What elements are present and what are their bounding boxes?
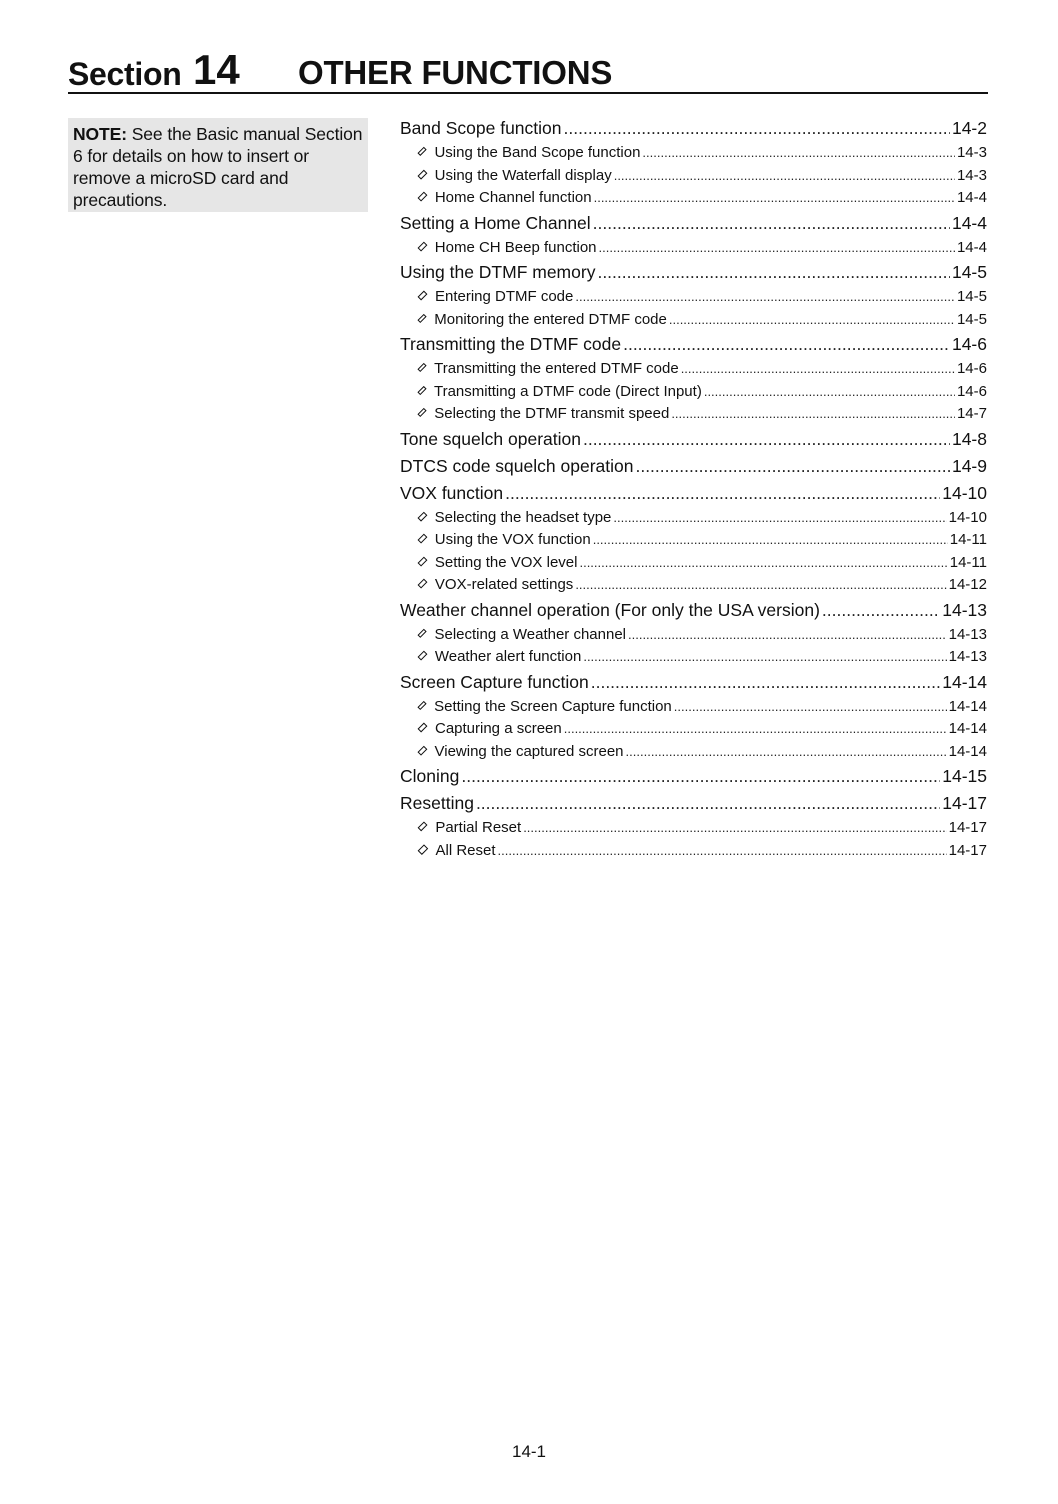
toc-entry-title: Band Scope function <box>400 118 562 138</box>
toc-subentry[interactable] <box>400 719 987 742</box>
toc-entry-title: VOX-related settings <box>434 576 574 593</box>
toc-subentry[interactable] <box>400 359 987 382</box>
toc-subentry[interactable] <box>400 404 987 427</box>
toc-entry-title: Weather channel operation (For only the USA version) <box>400 599 820 620</box>
toc-entry-title: Viewing the captured screen <box>434 742 624 760</box>
dot-leader <box>564 116 950 140</box>
toc-subentry[interactable] <box>400 166 987 189</box>
toc-subentry[interactable] <box>400 818 987 841</box>
toc-entry-title: Entering DTMF code <box>434 288 574 305</box>
toc-entry-page: 14-5 <box>956 310 987 328</box>
toc-entry-page: 14-17 <box>948 841 987 859</box>
note-text: See the Basic manual Section 6 for details on how to insert or remove a microSD card and precautions. <box>73 124 363 210</box>
dot-leader <box>505 481 940 505</box>
diamond-bullet-icon <box>418 844 428 854</box>
diamond-bullet-icon <box>418 723 428 733</box>
toc-entry[interactable] <box>400 427 987 454</box>
dot-leader <box>523 818 946 838</box>
note-box <box>68 118 368 212</box>
dot-leader <box>614 166 955 186</box>
toc-entry-page: 14-14 <box>942 671 987 692</box>
toc-subentry[interactable] <box>400 188 987 211</box>
toc-subentry[interactable] <box>400 310 987 333</box>
toc-entry-title: Using the Waterfall display <box>434 166 612 184</box>
dot-leader <box>575 575 946 595</box>
toc-entry-title: Screen Capture function <box>400 671 589 692</box>
toc-subentry[interactable] <box>400 841 987 864</box>
toc-entry-page: 14-8 <box>951 428 987 449</box>
dot-leader <box>613 508 946 528</box>
toc-entry-title: Selecting a Weather channel <box>434 625 626 643</box>
dot-leader <box>681 359 955 379</box>
toc-entry-page: 14-6 <box>956 382 987 400</box>
dot-leader <box>579 553 947 573</box>
diamond-bullet-icon <box>417 628 427 638</box>
section-number: 14 <box>193 46 240 93</box>
toc-subentry[interactable] <box>400 530 987 553</box>
toc-entry-title: Selecting the headset type <box>434 508 612 526</box>
toc-entry-page: 14-4 <box>956 238 987 256</box>
section-word: Section <box>68 56 182 92</box>
dot-leader <box>583 427 950 451</box>
toc-entry[interactable] <box>400 260 987 287</box>
toc-subentry[interactable] <box>400 647 987 670</box>
diamond-bullet-icon <box>418 291 428 301</box>
diamond-bullet-icon <box>418 579 428 589</box>
dot-leader <box>642 143 955 163</box>
toc-entry-title: Resetting <box>400 793 474 813</box>
toc-entry-title: Transmitting the entered DTMF code <box>434 360 679 377</box>
diamond-bullet-icon <box>417 745 427 755</box>
dot-leader <box>591 670 941 694</box>
toc-entry-page: 14-17 <box>942 793 987 813</box>
toc-entry-page: 14-13 <box>948 648 987 665</box>
dot-leader <box>597 260 950 284</box>
toc-entry-title: Setting the VOX level <box>434 553 578 571</box>
dot-leader <box>498 841 947 861</box>
toc-entry-page: 14-14 <box>948 697 987 715</box>
toc-entry-title: Weather alert function <box>434 648 582 665</box>
diamond-bullet-icon <box>418 169 428 179</box>
dot-leader <box>669 310 955 330</box>
section-header <box>68 44 988 94</box>
toc-subentry[interactable] <box>400 553 987 576</box>
toc-entry-title: Setting a Home Channel <box>400 212 591 233</box>
toc-entry-title: DTCS code squelch operation <box>400 455 634 476</box>
dot-leader <box>704 382 955 402</box>
toc-entry[interactable] <box>400 211 987 238</box>
toc-entry-title: Using the VOX function <box>434 531 591 548</box>
toc-entry-title: Cloning <box>400 766 460 786</box>
diamond-bullet-icon <box>417 313 426 322</box>
toc-entry[interactable] <box>400 670 987 697</box>
toc-entry-page: 14-15 <box>942 766 987 786</box>
toc-subentry[interactable] <box>400 508 987 531</box>
toc-subentry[interactable] <box>400 625 987 648</box>
toc-entry-page: 14-12 <box>948 576 987 593</box>
dot-leader <box>623 332 950 356</box>
toc-entry-page: 14-13 <box>948 625 987 643</box>
toc-entry-page: 14-10 <box>948 508 987 526</box>
section-title: OTHER FUNCTIONS <box>298 54 613 91</box>
toc-subentry[interactable] <box>400 238 987 261</box>
dot-leader <box>583 647 946 667</box>
toc-entry-title: Transmitting the DTMF code <box>400 334 622 354</box>
diamond-bullet-icon <box>417 385 426 394</box>
toc-entry-page: 14-4 <box>956 189 987 206</box>
toc-entry-title: Home Channel function <box>434 189 592 206</box>
toc-entry-page: 14-5 <box>951 262 987 282</box>
toc-entry-title: VOX function <box>400 482 504 503</box>
table-of-contents <box>400 116 987 863</box>
toc-subentry[interactable] <box>400 742 987 765</box>
toc-entry-page: 14-17 <box>948 819 987 836</box>
toc-subentry[interactable] <box>400 697 987 720</box>
toc-entry-page: 14-11 <box>949 531 987 548</box>
note-label: NOTE: <box>73 124 127 144</box>
toc-entry[interactable] <box>400 332 987 359</box>
dot-leader <box>671 404 955 424</box>
diamond-bullet-icon <box>418 192 428 202</box>
toc-entry-title: Using the Band Scope function <box>434 144 641 161</box>
toc-entry-title: Transmitting a DTMF code (Direct Input) <box>433 382 702 400</box>
toc-entry-page: 14-3 <box>956 166 987 184</box>
toc-entry-title: Setting the Screen Capture function <box>434 697 672 715</box>
toc-subentry[interactable] <box>400 143 987 166</box>
diamond-bullet-icon <box>418 556 428 566</box>
toc-entry[interactable] <box>400 116 987 143</box>
dot-leader <box>628 625 947 645</box>
toc-entry-title: Using the DTMF memory <box>400 262 596 282</box>
toc-entry-page: 14-14 <box>948 720 987 737</box>
dot-leader <box>635 454 950 478</box>
dot-leader <box>476 791 940 815</box>
toc-entry[interactable] <box>400 764 987 791</box>
toc-entry-page: 14-11 <box>949 553 987 571</box>
toc-entry-title: Tone squelch operation <box>400 428 581 449</box>
page-number: 14-1 <box>511 1442 547 1461</box>
diamond-bullet-icon <box>418 821 428 831</box>
toc-subentry[interactable] <box>400 382 987 405</box>
toc-entry[interactable] <box>400 791 987 818</box>
toc-subentry[interactable] <box>400 575 987 598</box>
toc-entry-title: Capturing a screen <box>434 720 562 737</box>
toc-entry[interactable] <box>400 454 987 481</box>
toc-entry-page: 14-7 <box>956 405 987 422</box>
dot-leader <box>626 742 947 762</box>
toc-entry-page: 14-5 <box>956 288 987 305</box>
dot-leader <box>594 188 955 208</box>
toc-entry-title: Partial Reset <box>435 819 522 836</box>
diamond-bullet-icon <box>418 651 428 661</box>
diamond-bullet-icon <box>417 700 426 709</box>
dot-leader <box>461 764 940 788</box>
diamond-bullet-icon <box>418 534 428 544</box>
dot-leader <box>674 697 947 717</box>
toc-entry-title: Home CH Beep function <box>434 238 597 256</box>
toc-entry-title: Selecting the DTMF transmit speed <box>434 405 670 422</box>
toc-subentry[interactable] <box>400 287 987 310</box>
diamond-bullet-icon <box>418 241 428 251</box>
toc-entry[interactable] <box>400 481 987 508</box>
diamond-bullet-icon <box>417 363 426 372</box>
toc-entry-page: 14-4 <box>951 212 987 233</box>
dot-leader <box>822 598 940 622</box>
diamond-bullet-icon <box>417 511 427 521</box>
toc-entry-page: 14-10 <box>942 482 987 503</box>
dot-leader <box>599 238 955 258</box>
toc-entry-page: 14-13 <box>942 599 987 620</box>
diamond-bullet-icon <box>417 147 427 157</box>
toc-entry-page: 14-2 <box>951 118 987 138</box>
toc-entry-page: 14-3 <box>956 144 987 161</box>
toc-entry-page: 14-6 <box>951 334 987 354</box>
toc-entry-page: 14-6 <box>956 360 987 377</box>
diamond-bullet-icon <box>417 408 426 417</box>
toc-entry-page: 14-9 <box>951 455 987 476</box>
toc-entry-title: All Reset <box>435 841 496 859</box>
dot-leader <box>593 211 950 235</box>
toc-entry[interactable] <box>400 598 987 625</box>
toc-entry-page: 14-14 <box>948 742 987 760</box>
toc-entry-title: Monitoring the entered DTMF code <box>434 310 667 328</box>
dot-leader <box>575 287 955 307</box>
dot-leader <box>564 719 947 739</box>
dot-leader <box>593 530 948 550</box>
